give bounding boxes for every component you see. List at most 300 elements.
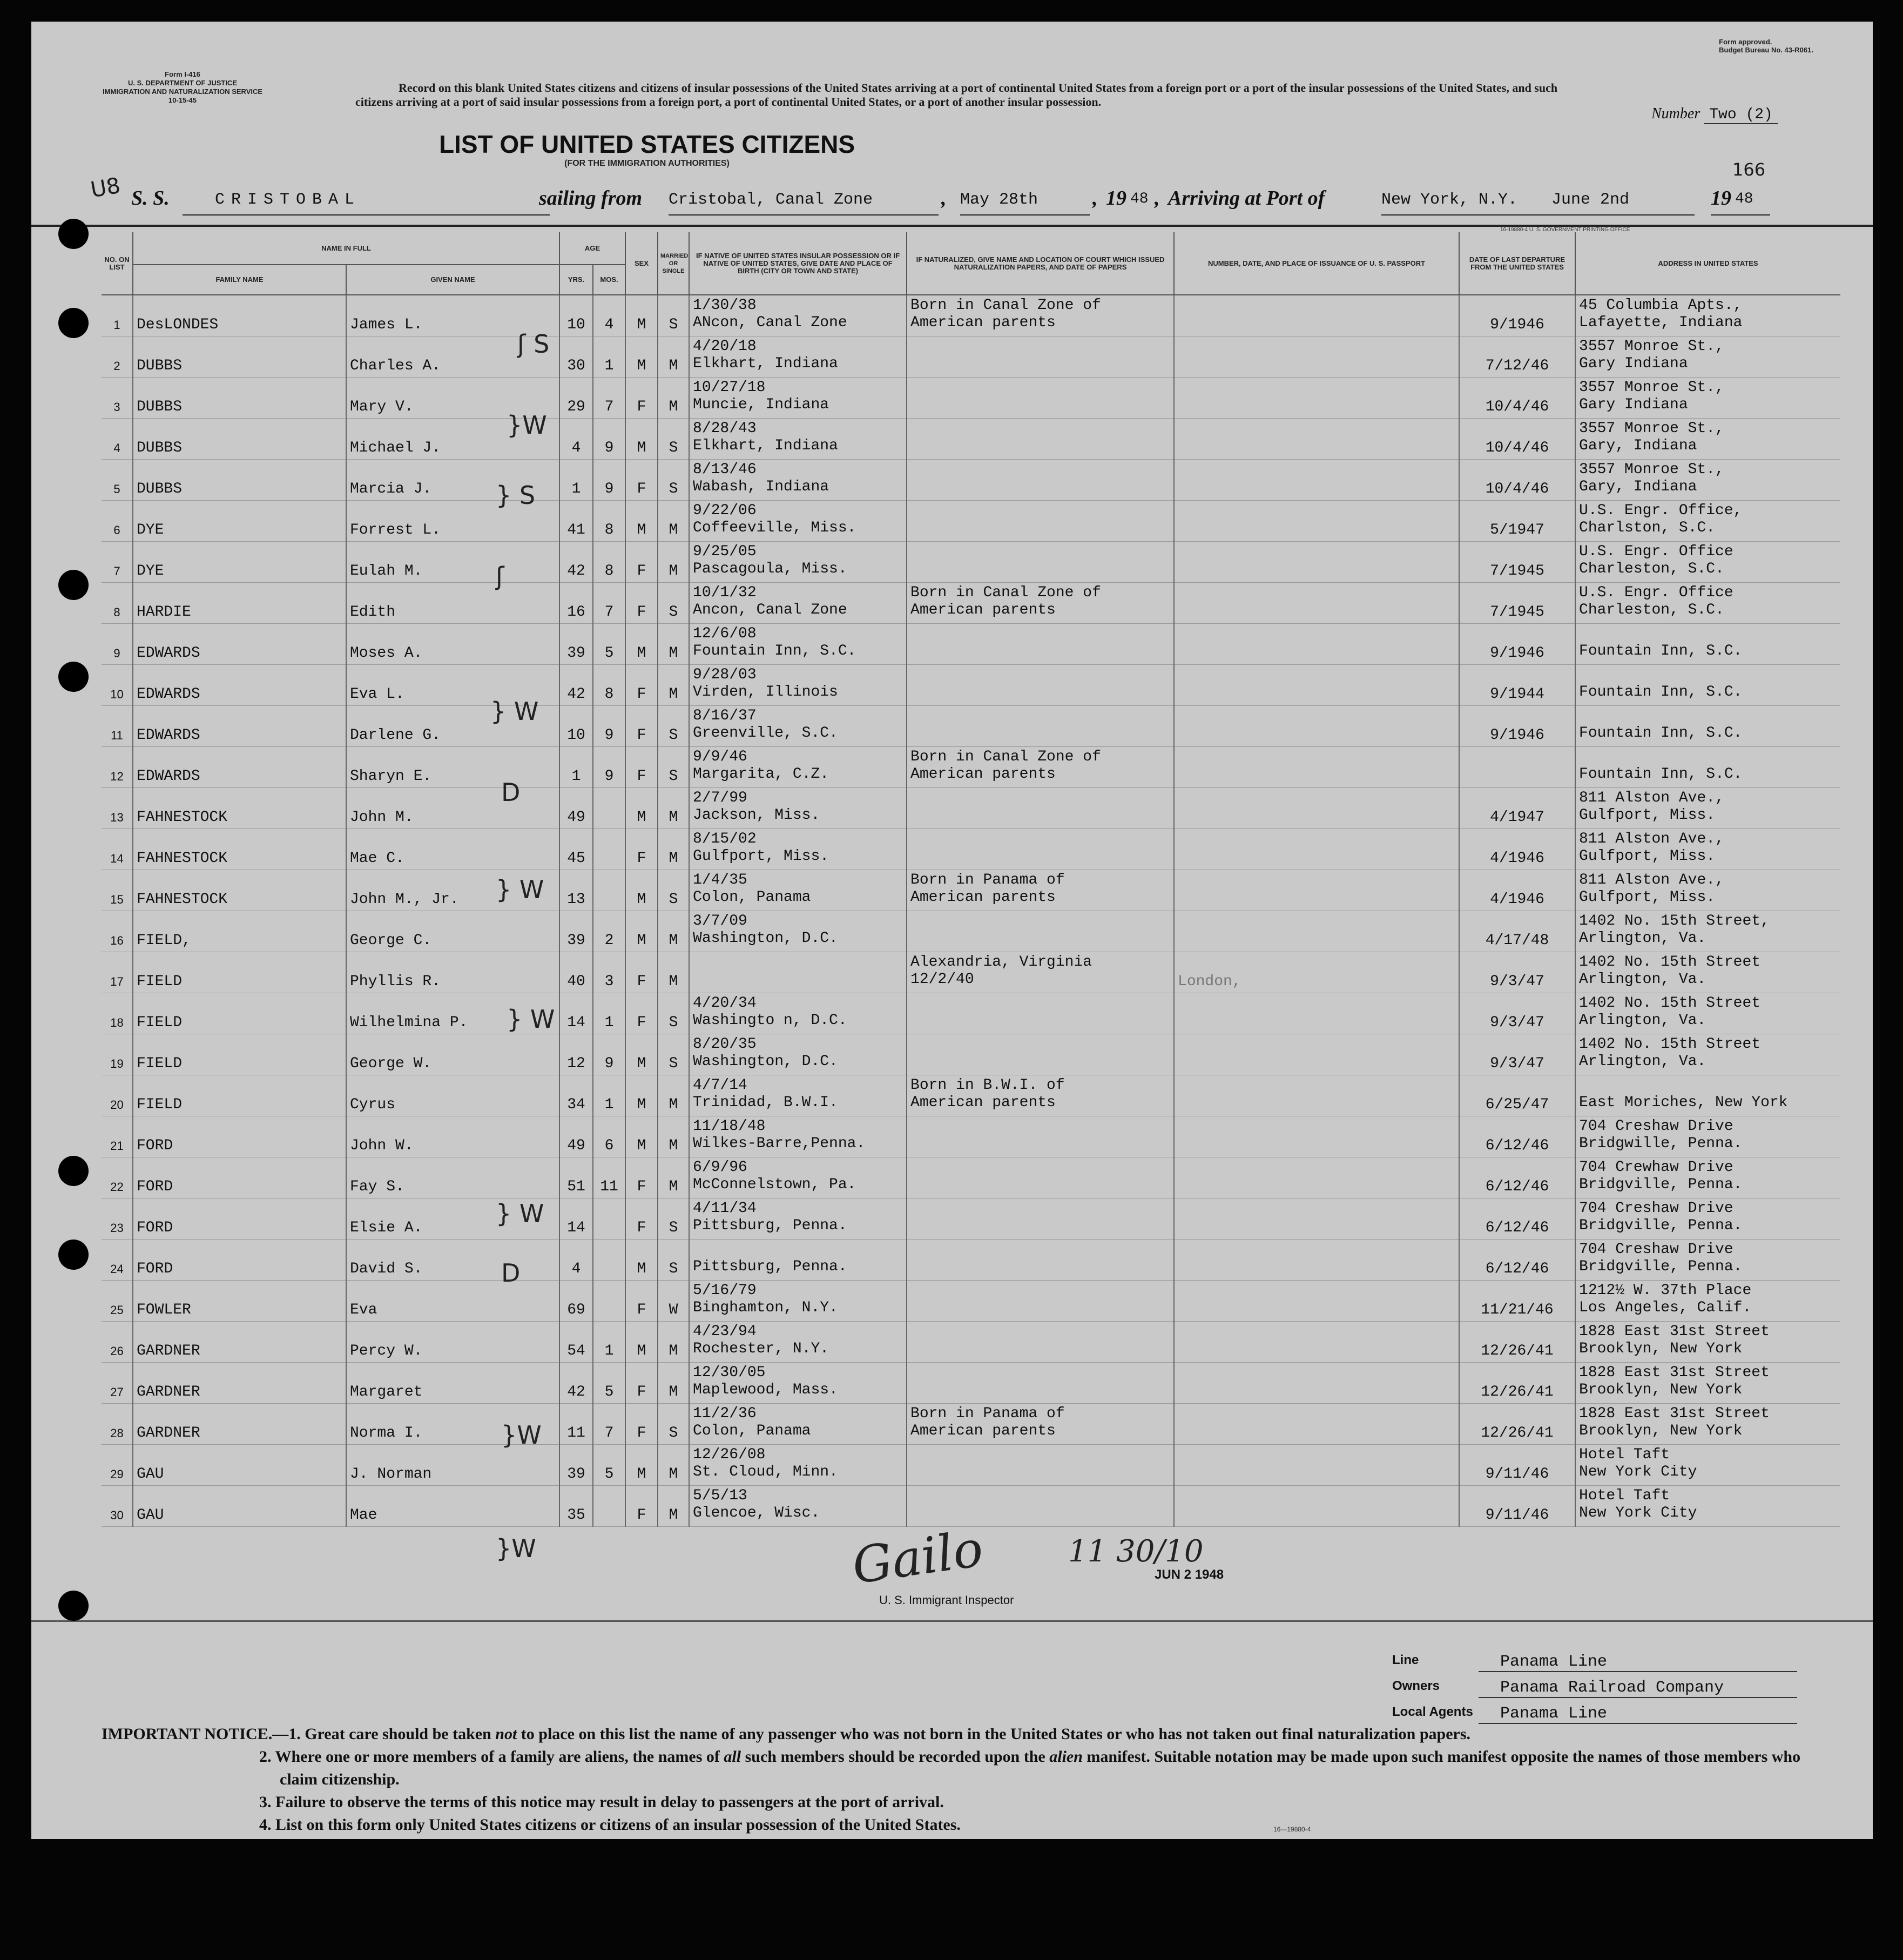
table-row [102, 664, 1840, 705]
ss-label: S. S. [131, 187, 170, 210]
last-departure: 9/1946 [1459, 623, 1575, 664]
family-name: GAU [133, 1485, 346, 1526]
year-prefix-to: 19 [1711, 187, 1731, 210]
important-notice [102, 1723, 1830, 1836]
marital-status: S [658, 993, 689, 1034]
last-departure: 10/4/46 [1459, 418, 1575, 459]
marital-status: S [658, 1239, 689, 1280]
age-months [593, 870, 625, 911]
age-years: 54 [559, 1321, 593, 1362]
table-row [102, 377, 1840, 418]
naturalization-info [907, 1198, 1174, 1239]
family-name: GARDNER [133, 1362, 346, 1403]
age-months: 9 [593, 746, 625, 787]
col-no: NO. ON LIST [102, 232, 133, 295]
sex: F [625, 377, 658, 418]
last-departure: 6/12/46 [1459, 1198, 1575, 1239]
family-name: FIELD [133, 1034, 346, 1075]
age-months: 4 [593, 295, 625, 336]
sex: M [625, 1444, 658, 1485]
sex: M [625, 787, 658, 829]
us-address: 3557 Monroe St., Gary, Indiana [1575, 418, 1840, 459]
row-number: 4 [102, 418, 133, 459]
age-years: 40 [559, 952, 593, 993]
marital-status: M [658, 336, 689, 377]
us-address: 1402 No. 15th Street Arlington, Va. [1575, 952, 1840, 993]
age-months: 7 [593, 582, 625, 623]
given-name: Elsie A. [346, 1198, 559, 1239]
naturalization-info [907, 459, 1174, 500]
row-number: 13 [102, 787, 133, 829]
given-name: Percy W. [346, 1321, 559, 1362]
naturalization-info: Born in Canal Zone of American parents [907, 746, 1174, 787]
last-departure: 7/1945 [1459, 541, 1575, 582]
last-departure: 5/1947 [1459, 500, 1575, 541]
given-name: Wilhelmina P. [346, 993, 559, 1034]
birth-info: 4/7/14 Trinidad, B.W.I. [689, 1075, 907, 1116]
col-mos: MOS. [593, 265, 625, 295]
table-row [102, 623, 1840, 664]
family-name: FAHNESTOCK [133, 787, 346, 829]
given-name: Michael J. [346, 418, 559, 459]
us-address: 704 Creshaw Drive Bridgville, Penna. [1575, 1239, 1840, 1280]
sailing-from: Cristobal, Canal Zone [669, 191, 873, 209]
passport [1174, 1444, 1459, 1485]
year-to: 48 [1735, 191, 1753, 207]
birth-info: 1/30/38 ANcon, Canal Zone [689, 295, 907, 336]
row-number: 6 [102, 500, 133, 541]
birth-info: 5/5/13 Glencoe, Wisc. [689, 1485, 907, 1526]
age-years: 12 [559, 1034, 593, 1075]
last-departure: 9/1946 [1459, 295, 1575, 336]
age-months: 9 [593, 459, 625, 500]
us-address: 1828 East 31st Street Brooklyn, New York [1575, 1362, 1840, 1403]
birth-info: 11/18/48 Wilkes-Barre,Penna. [689, 1116, 907, 1157]
service: IMMIGRATION AND NATURALIZATION SERVICE [102, 87, 263, 96]
table-row [102, 870, 1840, 911]
pen-mark: } S [496, 481, 536, 510]
sailing-date: May 28th [960, 191, 1038, 209]
passport [1174, 1198, 1459, 1239]
row-number: 18 [102, 993, 133, 1034]
last-departure: 9/3/47 [1459, 1034, 1575, 1075]
birth-info: 1/4/35 Colon, Panama [689, 870, 907, 911]
family-name: GARDNER [133, 1321, 346, 1362]
age-years: 45 [559, 829, 593, 870]
family-name: EDWARDS [133, 705, 346, 746]
row-number: 5 [102, 459, 133, 500]
us-address: 1402 No. 15th Street Arlington, Va. [1575, 993, 1840, 1034]
age-years: 10 [559, 295, 593, 336]
age-years: 51 [559, 1157, 593, 1198]
table-row [102, 1280, 1840, 1321]
family-name: DUBBS [133, 336, 346, 377]
last-departure: 10/4/46 [1459, 377, 1575, 418]
age-months: 9 [593, 1034, 625, 1075]
passport [1174, 541, 1459, 582]
table-row [102, 1075, 1840, 1116]
owners-value: Panama Railroad Company [1479, 1679, 1797, 1698]
col-married: MARRIED OR SINGLE [658, 232, 689, 295]
passport [1174, 418, 1459, 459]
row-number: 9 [102, 623, 133, 664]
naturalization-info [907, 541, 1174, 582]
passport [1174, 500, 1459, 541]
given-name: Margaret [346, 1362, 559, 1403]
age-years: 39 [559, 911, 593, 952]
form-id-block [75, 70, 291, 105]
age-years: 4 [559, 1239, 593, 1280]
owners-label: Owners [1392, 1679, 1440, 1693]
us-address: 811 Alston Ave., Gulfport, Miss. [1575, 870, 1840, 911]
age-years: 4 [559, 418, 593, 459]
naturalization-info [907, 1444, 1174, 1485]
pen-mark: D [501, 1258, 521, 1288]
passport [1174, 705, 1459, 746]
year-prefix-from: 19 [1106, 187, 1126, 210]
given-name: George W. [346, 1034, 559, 1075]
punch-hole [58, 662, 89, 692]
sex: M [625, 336, 658, 377]
page-title: LIST OF UNITED STATES CITIZENS [438, 130, 855, 158]
age-years: 39 [559, 1444, 593, 1485]
inspector-caption: U. S. Immigrant Inspector [879, 1593, 1014, 1607]
given-name: John M. [346, 787, 559, 829]
us-address: Fountain Inn, S.C. [1575, 623, 1840, 664]
family-name: FIELD [133, 952, 346, 993]
age-years: 41 [559, 500, 593, 541]
age-years: 14 [559, 1198, 593, 1239]
last-departure: 10/4/46 [1459, 459, 1575, 500]
birth-info: 6/9/96 McConnelstown, Pa. [689, 1157, 907, 1198]
sex: F [625, 664, 658, 705]
age-years: 34 [559, 1075, 593, 1116]
table-row [102, 1198, 1840, 1239]
col-given: GIVEN NAME [346, 265, 559, 295]
last-departure: 9/1944 [1459, 664, 1575, 705]
age-months: 6 [593, 1116, 625, 1157]
us-address: Hotel Taft New York City [1575, 1444, 1840, 1485]
age-years: 39 [559, 623, 593, 664]
col-birth: IF NATIVE OF UNITED STATES INSULAR POSSESSION OR IF NATIVE OF UNITED STATES, GIVE DATE AND PLACE OF BIRTH (CITY OR TOWN AND STATE) [689, 232, 907, 295]
row-number: 19 [102, 1034, 133, 1075]
marital-status: M [658, 377, 689, 418]
us-address: U.S. Engr. Office, Charlston, S.C. [1575, 500, 1840, 541]
last-departure: 11/21/46 [1459, 1280, 1575, 1321]
pen-mark: }W [507, 410, 547, 440]
table-row [102, 705, 1840, 746]
table-row [102, 993, 1840, 1034]
inspection-date: JUN 2 1948 [1155, 1567, 1224, 1582]
year-from: 48 [1130, 191, 1149, 207]
marital-status: M [658, 664, 689, 705]
age-months: 7 [593, 377, 625, 418]
table-row [102, 418, 1840, 459]
naturalization-info [907, 911, 1174, 952]
pen-mark: }W [496, 1534, 536, 1563]
family-name: FORD [133, 1157, 346, 1198]
given-name: Mae [346, 1485, 559, 1526]
given-name: Forrest L. [346, 500, 559, 541]
last-departure: 4/1946 [1459, 829, 1575, 870]
row-number: 1 [102, 295, 133, 336]
age-years: 42 [559, 541, 593, 582]
budget-bureau: Budget Bureau No. 43-R061. [1719, 46, 1813, 54]
sailing-label: sailing from [539, 187, 643, 210]
pen-mark: } W [490, 697, 539, 726]
last-departure: 9/1946 [1459, 705, 1575, 746]
table-row [102, 1034, 1840, 1075]
table-row [102, 295, 1840, 336]
table-row [102, 829, 1840, 870]
age-years: 1 [559, 746, 593, 787]
last-departure: 9/3/47 [1459, 993, 1575, 1034]
us-address: 811 Alston Ave., Gulfport, Miss. [1575, 829, 1840, 870]
notice-item-2: 2. Where one or more members of a family are aliens, the names of all such members should be recorded upon the alien manifest. Suitable notation may be made upon such manifest opposite the names of those members who claim citizenship. [259, 1748, 1801, 1788]
sex: F [625, 1485, 658, 1526]
row-number: 16 [102, 911, 133, 952]
family-name: GAU [133, 1444, 346, 1485]
naturalization-info [907, 1116, 1174, 1157]
birth-info: 8/20/35 Washington, D.C. [689, 1034, 907, 1075]
arrival-port: New York, N.Y. [1381, 191, 1518, 209]
passport [1174, 993, 1459, 1034]
naturalization-info [907, 1034, 1174, 1075]
row-number: 15 [102, 870, 133, 911]
last-departure: 9/11/46 [1459, 1444, 1575, 1485]
table-row [102, 1403, 1840, 1444]
family-name: GARDNER [133, 1403, 346, 1444]
us-address: 811 Alston Ave., Gulfport, Miss. [1575, 787, 1840, 829]
col-passport: NUMBER, DATE, AND PLACE OF ISSUANCE OF U. S. PASSPORT [1174, 232, 1459, 295]
row-number: 2 [102, 336, 133, 377]
age-months: 5 [593, 623, 625, 664]
age-months: 8 [593, 664, 625, 705]
col-address: ADDRESS IN UNITED STATES [1575, 232, 1840, 295]
last-departure: 12/26/41 [1459, 1321, 1575, 1362]
passport [1174, 582, 1459, 623]
naturalization-info: Born in Panama of American parents [907, 1403, 1174, 1444]
given-name: George C. [346, 911, 559, 952]
marital-status: S [658, 459, 689, 500]
us-address: 1828 East 31st Street Brooklyn, New York [1575, 1321, 1840, 1362]
us-address: U.S. Engr. Office Charleston, S.C. [1575, 582, 1840, 623]
line-value: Panama Line [1479, 1653, 1797, 1672]
punch-hole [58, 1591, 89, 1621]
sex: M [625, 1075, 658, 1116]
age-years: 30 [559, 336, 593, 377]
naturalization-info [907, 993, 1174, 1034]
sex: F [625, 459, 658, 500]
birth-info: 12/6/08 Fountain Inn, S.C. [689, 623, 907, 664]
row-number: 24 [102, 1239, 133, 1280]
marital-status: S [658, 1403, 689, 1444]
passport [1174, 1157, 1459, 1198]
naturalization-info [907, 336, 1174, 377]
birth-info: 8/15/02 Gulfport, Miss. [689, 829, 907, 870]
us-address: Fountain Inn, S.C. [1575, 705, 1840, 746]
birth-info: 4/23/94 Rochester, N.Y. [689, 1321, 907, 1362]
age-years: 42 [559, 664, 593, 705]
age-months: 11 [593, 1157, 625, 1198]
pen-mark: } W [496, 1199, 544, 1228]
sex: F [625, 993, 658, 1034]
age-years: 10 [559, 705, 593, 746]
age-months: 1 [593, 1321, 625, 1362]
passenger-rows [102, 295, 1840, 1526]
page-stamp: 166 [1732, 159, 1766, 180]
marital-status: M [658, 1157, 689, 1198]
col-age: AGE [559, 232, 625, 265]
naturalization-info [907, 705, 1174, 746]
row-number: 30 [102, 1485, 133, 1526]
last-departure: 12/26/41 [1459, 1362, 1575, 1403]
col-yrs: YRS. [559, 265, 593, 295]
age-years: 29 [559, 377, 593, 418]
us-address: 3557 Monroe St., Gary, Indiana [1575, 459, 1840, 500]
family-name: FORD [133, 1198, 346, 1239]
marital-status: M [658, 1444, 689, 1485]
age-months [593, 787, 625, 829]
given-name: Eva [346, 1280, 559, 1321]
age-months: 1 [593, 336, 625, 377]
table-row [102, 787, 1840, 829]
passport [1174, 1075, 1459, 1116]
given-name: Sharyn E. [346, 746, 559, 787]
birth-info: 4/11/34 Pittsburg, Penna. [689, 1198, 907, 1239]
given-name: Marcia J. [346, 459, 559, 500]
given-name: David S. [346, 1239, 559, 1280]
age-months [593, 1239, 625, 1280]
voyage-line: U8 S. S. CRISTOBAL sailing from Cristobal, Canal Zone , May 28th , 19 48 , Arriving at Port of New York, N.Y. June 2nd 19 48 166 [31, 186, 1873, 219]
family-name: FIELD [133, 1075, 346, 1116]
birth-info: 4/20/34 Washingto n, D.C. [689, 993, 907, 1034]
marital-status: M [658, 911, 689, 952]
marital-status: M [658, 500, 689, 541]
age-months: 5 [593, 1362, 625, 1403]
us-address: 704 Creshaw Drive Bridgwille, Penna. [1575, 1116, 1840, 1157]
us-address: 704 Crewhaw Drive Bridgville, Penna. [1575, 1157, 1840, 1198]
notice-item-3: 3. Failure to observe the terms of this notice may result in delay to passengers at the port of arrival. [259, 1793, 944, 1811]
birth-info: 9/28/03 Virden, Illinois [689, 664, 907, 705]
age-months [593, 829, 625, 870]
table-row [102, 541, 1840, 582]
table-row [102, 582, 1840, 623]
age-months: 3 [593, 952, 625, 993]
given-name: Mary V. [346, 377, 559, 418]
family-name: EDWARDS [133, 664, 346, 705]
passport [1174, 1239, 1459, 1280]
row-number: 12 [102, 746, 133, 787]
age-months: 2 [593, 911, 625, 952]
us-address: 45 Columbia Apts., Lafayette, Indiana [1575, 295, 1840, 336]
given-name: John M., Jr. [346, 870, 559, 911]
last-departure [1459, 746, 1575, 787]
passport [1174, 870, 1459, 911]
instruction-text: Record on this blank United States citizens and citizens of insular possessions of the United States arriving at a port of continental United States from a foreign port or a port of the insular possessions of the United States, and such citizens arriving at a port of said insular possessions from a foreign port, a port of continental United States, or a port of another insular possession. [355, 81, 1558, 109]
last-departure: 6/12/46 [1459, 1239, 1575, 1280]
family-name: DUBBS [133, 377, 346, 418]
passport [1174, 746, 1459, 787]
passport [1174, 1403, 1459, 1444]
sex: M [625, 1116, 658, 1157]
number-value: Two (2) [1704, 106, 1778, 124]
row-number: 26 [102, 1321, 133, 1362]
given-name: John W. [346, 1116, 559, 1157]
manifest-sheet [31, 22, 1873, 1839]
family-name: FIELD [133, 993, 346, 1034]
last-departure: 9/11/46 [1459, 1485, 1575, 1526]
naturalization-info [907, 377, 1174, 418]
given-name: Norma I. [346, 1403, 559, 1444]
us-address: Fountain Inn, S.C. [1575, 664, 1840, 705]
birth-info: 4/20/18 Elkhart, Indiana [689, 336, 907, 377]
marital-status: M [658, 829, 689, 870]
punch-hole [58, 308, 89, 338]
sex: M [625, 911, 658, 952]
sex: F [625, 829, 658, 870]
table-row [102, 336, 1840, 377]
last-departure: 6/12/46 [1459, 1116, 1575, 1157]
pen-mark: ʃ S [517, 329, 550, 359]
marital-status: M [658, 541, 689, 582]
us-address: 1402 No. 15th Street, Arlington, Va. [1575, 911, 1840, 952]
naturalization-info [907, 1485, 1174, 1526]
naturalization-info [907, 1321, 1174, 1362]
age-years: 13 [559, 870, 593, 911]
punch-hole [58, 570, 89, 600]
birth-info: 3/7/09 Washington, D.C. [689, 911, 907, 952]
given-name: Cyrus [346, 1075, 559, 1116]
row-number: 29 [102, 1444, 133, 1485]
row-number: 21 [102, 1116, 133, 1157]
row-number: 22 [102, 1157, 133, 1198]
table-row [102, 1116, 1840, 1157]
naturalization-info: Born in Panama of American parents [907, 870, 1174, 911]
given-name: Fay S. [346, 1157, 559, 1198]
us-address: Fountain Inn, S.C. [1575, 746, 1840, 787]
given-name: Moses A. [346, 623, 559, 664]
department: U. S. DEPARTMENT OF JUSTICE [128, 79, 237, 87]
given-name: Mae C. [346, 829, 559, 870]
age-months [593, 1198, 625, 1239]
list-number [1651, 105, 1778, 123]
last-departure: 4/17/48 [1459, 911, 1575, 952]
passport [1174, 459, 1459, 500]
naturalization-info [907, 418, 1174, 459]
form-number: Form I-416 [165, 70, 200, 78]
family-name: EDWARDS [133, 746, 346, 787]
table-row [102, 1444, 1840, 1485]
sex: F [625, 582, 658, 623]
footer-code: 16—19880-4 [1273, 1826, 1311, 1833]
sex: M [625, 295, 658, 336]
marital-status: M [658, 1321, 689, 1362]
marital-status: M [658, 952, 689, 993]
punch-hole [58, 1240, 89, 1270]
family-name: FOWLER [133, 1280, 346, 1321]
table-row [102, 911, 1840, 952]
naturalization-info [907, 1157, 1174, 1198]
marital-status: M [658, 623, 689, 664]
marital-status: S [658, 746, 689, 787]
table-row [102, 1239, 1840, 1280]
row-number: 28 [102, 1403, 133, 1444]
family-name: EDWARDS [133, 623, 346, 664]
passport [1174, 1321, 1459, 1362]
last-departure: 7/12/46 [1459, 336, 1575, 377]
page-subtitle: (FOR THE IMMIGRATION AUTHORITIES) [564, 159, 730, 168]
